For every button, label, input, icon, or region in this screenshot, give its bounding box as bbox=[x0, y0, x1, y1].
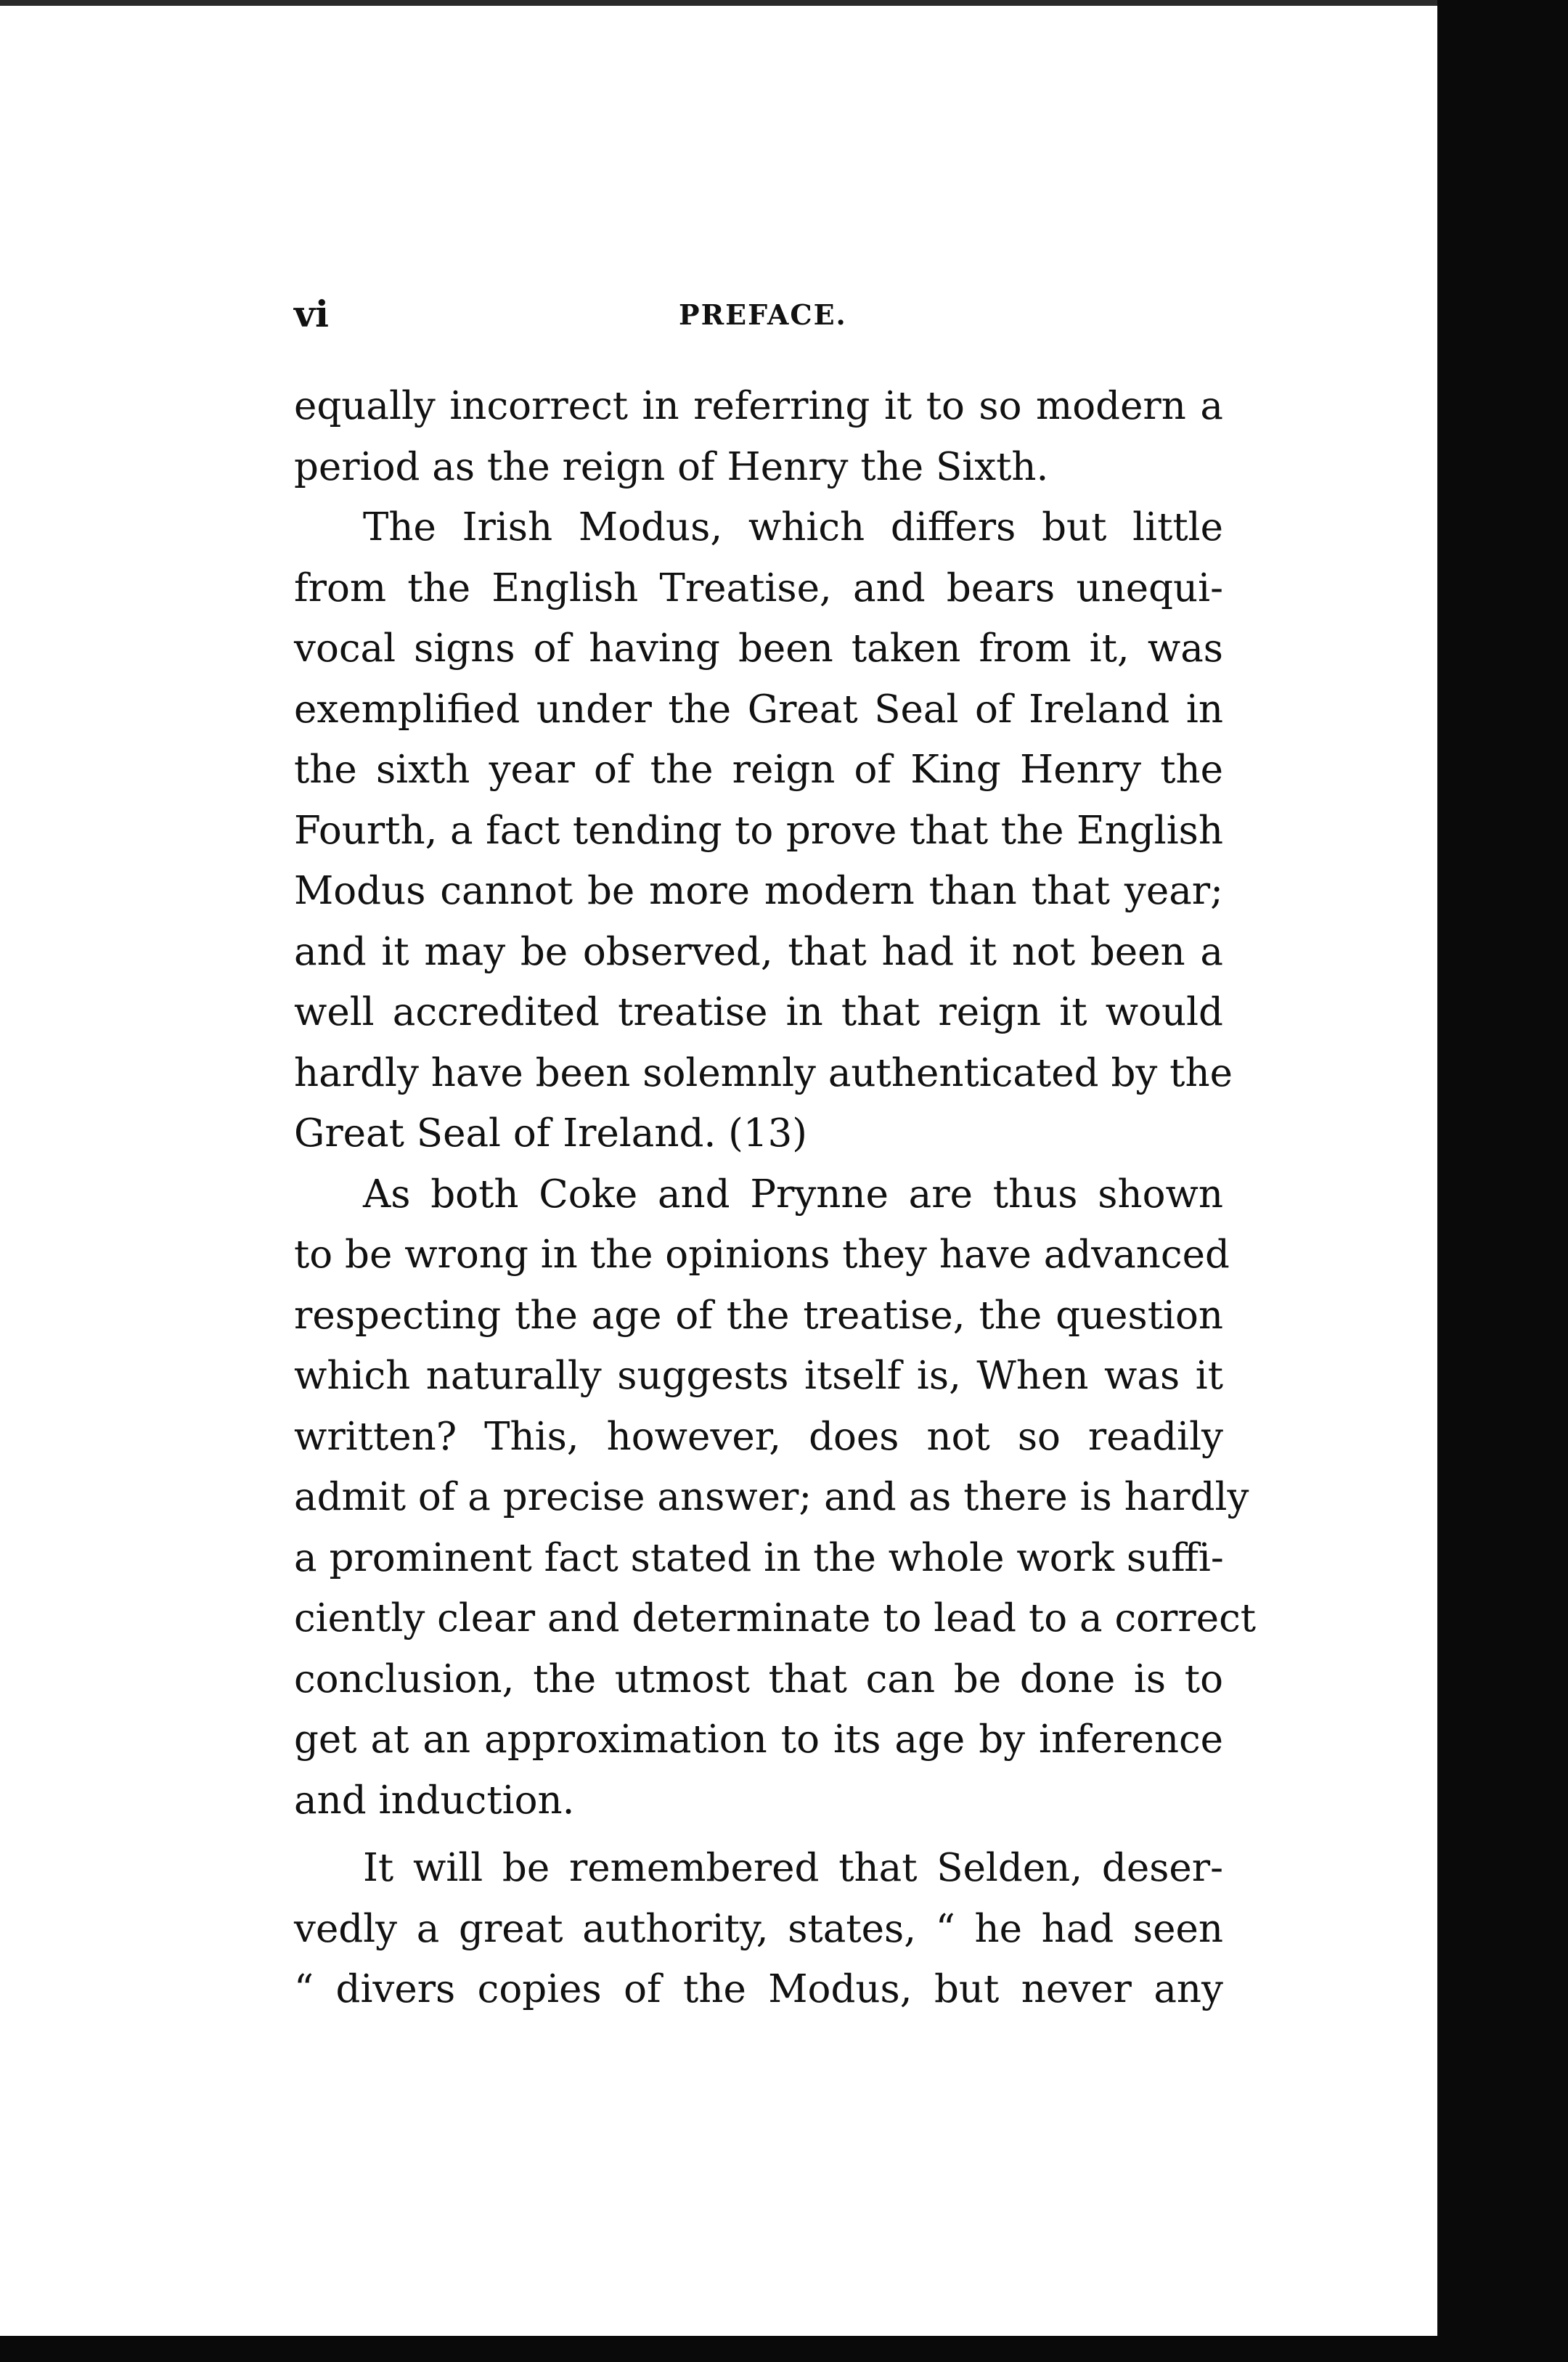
text-line: and it may be observed, that had it not been a bbox=[294, 929, 1223, 974]
text-line: the sixth year of the reign of King Henry the bbox=[294, 748, 1223, 792]
text-line: which naturally suggests itself is, When was it bbox=[294, 1354, 1223, 1398]
text-line: get at an approximation to its age by inference bbox=[294, 1717, 1223, 1762]
paragraph bbox=[294, 1838, 1223, 2020]
text-line: period as the reign of Henry the Sixth. bbox=[294, 444, 1049, 489]
text-line: The Irish Modus, which differs but little bbox=[363, 505, 1223, 549]
text-line: vocal signs of having been taken from it, was bbox=[294, 626, 1223, 671]
paragraph bbox=[294, 1164, 1257, 1831]
text-line: well accredited treatise in that reign it would bbox=[294, 990, 1223, 1034]
text-line: vedly a great authority, states, “ he had seen bbox=[294, 1906, 1223, 1951]
text-line: As both Coke and Prynne are thus shown bbox=[363, 1172, 1223, 1217]
text-line: “ divers copies of the Modus, but never any bbox=[294, 1967, 1223, 2011]
text-line: Modus cannot be more modern than that year; bbox=[294, 869, 1223, 913]
paragraph-gap bbox=[294, 1831, 1223, 1838]
text-line: equally incorrect in referring it to so modern a bbox=[294, 384, 1223, 428]
text-line: and induction. bbox=[294, 1778, 575, 1823]
running-title: PREFACE. bbox=[679, 298, 847, 331]
text-line: Fourth, a fact tending to prove that the English bbox=[294, 808, 1223, 853]
paragraph bbox=[294, 497, 1233, 1164]
text-line: a prominent fact stated in the whole work suffi- bbox=[294, 1535, 1224, 1580]
running-head bbox=[294, 293, 1227, 343]
text-line: ciently clear and determinate to lead to a correct bbox=[294, 1596, 1257, 1640]
text-line: conclusion, the utmost that can be done is to bbox=[294, 1656, 1223, 1701]
text-line: Great Seal of Ireland. (13) bbox=[294, 1111, 807, 1156]
scan-edge-bottom bbox=[0, 2336, 1568, 2362]
text-line: to be wrong in the opinions they have advanced bbox=[294, 1233, 1230, 1277]
body-text bbox=[294, 376, 1257, 2020]
scan-edge-right bbox=[1437, 0, 1568, 2362]
paragraph bbox=[294, 376, 1223, 497]
text-line: written? This, however, does not so readily bbox=[294, 1414, 1223, 1459]
text-line: hardly have been solemnly authenticated by the bbox=[294, 1050, 1233, 1095]
text-line: exemplified under the Great Seal of Ireland in bbox=[294, 687, 1223, 732]
text-line: admit of a precise answer; and as there is hardly bbox=[294, 1475, 1249, 1519]
text-line: from the English Treatise, and bears unequi- bbox=[294, 565, 1223, 610]
text-line: It will be remembered that Selden, deser- bbox=[363, 1846, 1223, 1890]
text-line: respecting the age of the treatise, the question bbox=[294, 1293, 1223, 1338]
page-number: vi bbox=[294, 293, 330, 335]
